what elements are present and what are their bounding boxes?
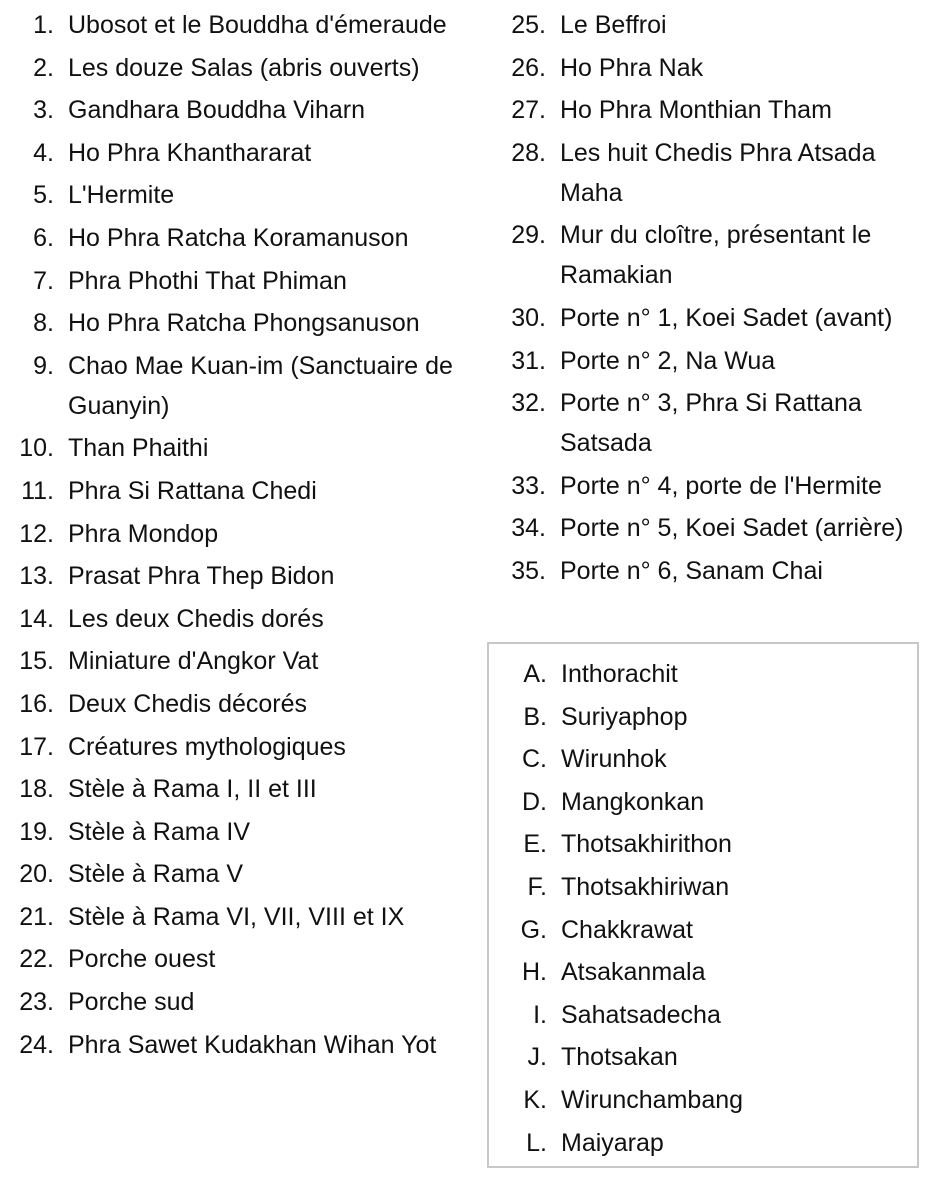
list-item — [0, 727, 490, 767]
list-item — [0, 1025, 490, 1065]
list-item-number: 7. — [33, 266, 54, 295]
list-item — [489, 910, 917, 950]
list-item-number: 5. — [33, 181, 54, 210]
list-item — [489, 697, 917, 737]
list-item-label: Phra Mondop — [68, 519, 219, 548]
list-item-number: L. — [526, 1128, 547, 1157]
list-item-number: 19. — [19, 817, 54, 846]
list-item — [490, 215, 936, 295]
list-item-label: L'Hermite — [68, 181, 175, 210]
list-item — [0, 346, 490, 426]
list-item-label: Porte n° 6, Sanam Chai — [560, 556, 823, 585]
list-item-label: Stèle à Rama IV — [68, 817, 251, 846]
list-item — [490, 133, 936, 213]
list-item-number: 28. — [511, 138, 546, 167]
list-item-label: Mangkonkan — [561, 787, 705, 816]
list-item-number: 23. — [19, 988, 54, 1017]
list-item — [0, 684, 490, 724]
list-item — [0, 514, 490, 554]
list-item-number: D. — [522, 787, 547, 816]
list-item — [490, 48, 936, 88]
list-item — [489, 1123, 917, 1163]
list-item-label: Porche ouest — [68, 945, 216, 974]
list-item — [0, 556, 490, 596]
list-item-number: 27. — [511, 96, 546, 125]
right-numbered-list — [490, 5, 936, 594]
list-item — [489, 995, 917, 1035]
list-item — [0, 939, 490, 979]
list-item — [490, 298, 936, 338]
list-item-number: 4. — [33, 138, 54, 167]
list-item-label: Ho Phra Ratcha Phongsanuson — [68, 309, 420, 338]
list-item — [0, 982, 490, 1022]
list-item-number: 21. — [19, 902, 54, 931]
list-item — [490, 341, 936, 381]
list-item-label: Thotsakan — [561, 1043, 678, 1072]
list-item — [490, 466, 936, 506]
list-item-number: G. — [520, 915, 547, 944]
list-item — [0, 133, 490, 173]
list-item-label: Sahatsadecha — [561, 1000, 721, 1029]
list-item-number: F. — [527, 872, 547, 901]
list-item-number: 33. — [511, 471, 546, 500]
list-item-number: 9. — [33, 351, 54, 380]
list-item-label: Inthorachit — [561, 660, 678, 688]
list-item-label: Phra Phothi That Phiman — [68, 266, 347, 295]
list-item-number: 31. — [511, 346, 546, 375]
list-item — [0, 897, 490, 937]
list-item — [489, 782, 917, 822]
list-item-number: 22. — [19, 945, 54, 974]
list-item-label: Maiyarap — [561, 1128, 664, 1157]
list-item-label: Porte n° 5, Koei Sadet (arrière) — [560, 514, 904, 543]
list-item-number: 13. — [19, 562, 54, 591]
list-item — [0, 175, 490, 215]
left-numbered-list — [0, 5, 490, 1067]
list-item-label: Prasat Phra Thep Bidon — [68, 562, 335, 591]
lettered-list — [489, 654, 917, 1165]
list-item — [0, 218, 490, 258]
list-item-label: Ho Phra Nak — [560, 53, 704, 82]
list-item-label: Atsakanmala — [561, 958, 706, 987]
list-item-label: Porte n° 1, Koei Sadet (avant) — [560, 303, 893, 332]
list-item-label: Ho Phra Ratcha Koramanuson — [68, 223, 409, 252]
list-item-number: 10. — [19, 434, 54, 463]
list-item-label: Wirunhok — [561, 745, 667, 774]
list-item — [0, 641, 490, 681]
list-item-label: Les deux Chedis dorés — [68, 604, 324, 633]
list-item-number: 18. — [19, 775, 54, 804]
list-item-number: K. — [523, 1085, 547, 1114]
list-item-number: 12. — [19, 519, 54, 548]
list-item-label: Stèle à Rama I, II et III — [68, 775, 317, 804]
list-item-number: 26. — [511, 53, 546, 82]
list-item-label: Chakkrawat — [561, 915, 693, 944]
list-item — [0, 428, 490, 468]
list-item — [490, 551, 936, 591]
list-item-number: 34. — [511, 514, 546, 543]
list-item-number: 15. — [19, 647, 54, 676]
list-item — [489, 952, 917, 992]
list-item — [0, 90, 490, 130]
list-item-label: Ubosot et le Bouddha d'émeraude — [68, 11, 447, 39]
list-item — [0, 471, 490, 511]
list-item — [489, 1037, 917, 1077]
list-item-number: B. — [523, 702, 547, 731]
list-item-number: 3. — [33, 96, 54, 125]
list-item-label: Stèle à Rama V — [68, 860, 244, 889]
list-item-number: E. — [523, 830, 547, 859]
list-item-number: 14. — [19, 604, 54, 633]
list-item-number: C. — [522, 745, 547, 774]
list-item-number: A. — [523, 660, 547, 688]
list-item-number: 2. — [33, 53, 54, 82]
list-item-number: J. — [527, 1043, 547, 1072]
list-item — [0, 261, 490, 301]
list-item-label: Porte n° 2, Na Wua — [560, 346, 776, 375]
list-item-label: Thotsakhirithon — [561, 830, 732, 859]
list-item-number: 6. — [33, 223, 54, 252]
list-item — [489, 867, 917, 907]
list-item — [0, 599, 490, 639]
list-item-number: 32. — [511, 389, 546, 418]
list-item-label: Phra Sawet Kudakhan Wihan Yot — [68, 1030, 437, 1059]
list-item — [489, 1080, 917, 1120]
list-item-number: 30. — [511, 303, 546, 332]
list-item — [0, 812, 490, 852]
list-item-number: 16. — [19, 689, 54, 718]
list-item — [490, 5, 936, 45]
list-item-number: 29. — [511, 221, 546, 250]
list-item-label: Thotsakhiriwan — [561, 872, 730, 901]
list-item-number: I. — [533, 1000, 547, 1029]
list-item-label: Miniature d'Angkor Vat — [68, 647, 319, 676]
list-item-number: 1. — [33, 11, 54, 39]
list-item-label: Gandhara Bouddha Viharn — [68, 96, 365, 125]
list-item-number: 17. — [19, 732, 54, 761]
list-item-number: 20. — [19, 860, 54, 889]
list-item-number: 11. — [21, 476, 54, 505]
list-item-number: 25. — [511, 11, 546, 39]
list-item-label: Les douze Salas (abris ouverts) — [68, 53, 420, 82]
list-item — [0, 769, 490, 809]
list-item — [490, 508, 936, 548]
list-item — [489, 654, 917, 694]
list-item — [489, 824, 917, 864]
list-item — [0, 48, 490, 88]
list-item-label: Créatures mythologiques — [68, 732, 346, 761]
list-item-label: Ho Phra Monthian Tham — [560, 96, 832, 125]
list-item — [489, 739, 917, 779]
list-item-label: Porte n° 4, porte de l'Hermite — [560, 471, 882, 500]
list-item-number: 8. — [33, 309, 54, 338]
list-item-label: Than Phaithi — [68, 434, 209, 463]
list-item-label: Porche sud — [68, 988, 195, 1017]
lettered-legend-box — [487, 642, 919, 1168]
list-item-number: 35. — [511, 556, 546, 585]
list-item-label: Les huit Chedis Phra Atsada Maha — [560, 138, 876, 207]
list-item — [490, 90, 936, 130]
list-item-label: Chao Mae Kuan-im (Sanctuaire de Guanyin) — [68, 351, 453, 420]
list-item-label: Suriyaphop — [561, 702, 688, 731]
list-item-label: Mur du cloître, présentant le Ramakian — [560, 221, 872, 290]
list-item-number: H. — [522, 958, 547, 987]
list-item-label: Le Beffroi — [560, 11, 667, 39]
list-item-label: Porte n° 3, Phra Si Rattana Satsada — [560, 389, 862, 458]
list-item-label: Phra Si Rattana Chedi — [68, 476, 317, 505]
list-item-label: Deux Chedis décorés — [68, 689, 308, 718]
list-item-number: 24. — [19, 1030, 54, 1059]
list-item-label: Ho Phra Khanthararat — [68, 138, 312, 167]
list-item — [0, 5, 490, 45]
list-item — [0, 854, 490, 894]
list-item — [0, 303, 490, 343]
list-item — [490, 383, 936, 463]
list-item-label: Wirunchambang — [561, 1085, 744, 1114]
list-item-label: Stèle à Rama VI, VII, VIII et IX — [68, 902, 405, 931]
